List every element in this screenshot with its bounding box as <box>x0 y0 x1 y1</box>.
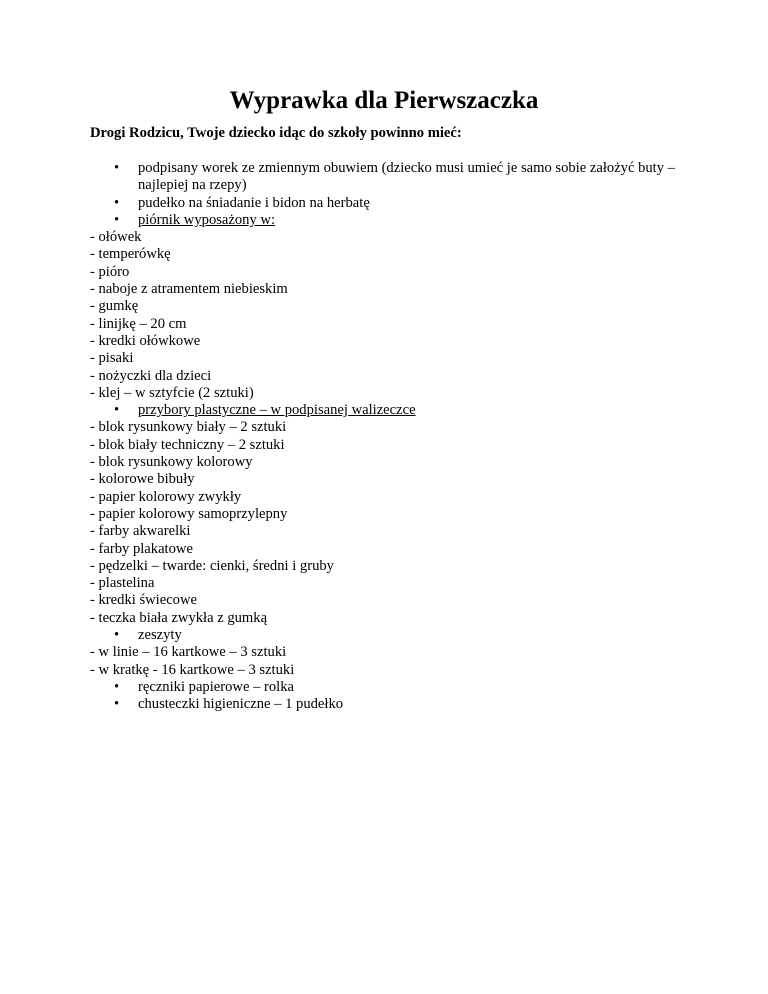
list-item-dash: - linijkę – 20 cm <box>90 315 187 332</box>
list-item-dash: - blok rysunkowy kolorowy <box>90 454 253 471</box>
list-item-dash: - blok biały techniczny – 2 sztuki <box>90 436 285 453</box>
list-item-dash: - farby plakatowe <box>90 540 193 557</box>
list-item-heading: przybory plastyczne – w podpisanej walizeczce <box>138 402 416 419</box>
list-item-dash: - teczka biała zwykła z gumką <box>90 609 268 626</box>
list-item-dash: - temperówkę <box>90 246 171 263</box>
page-title: Wyprawka dla Pierwszaczka <box>229 87 539 114</box>
list-item-dash: - pisaki <box>90 350 134 367</box>
list-item-dash: - pędzelki – twarde: cienki, średni i gruby <box>90 557 334 574</box>
list-item-dash: - kredki świecowe <box>90 592 197 609</box>
list-item-dash: - ołówek <box>90 229 142 246</box>
list-item-dash: - w kratkę - 16 kartkowe – 3 sztuki <box>90 661 295 678</box>
list-item-dash: - papier kolorowy samoprzylepny <box>90 505 288 522</box>
list-item-dash: - nożyczki dla dzieci <box>90 367 212 384</box>
list-item-bullet: • zeszyty <box>90 627 690 644</box>
list-item-dash: - plastelina <box>90 575 155 592</box>
list-item-heading: piórnik wyposażony w: <box>138 211 276 228</box>
list-item-dash: - kolorowe bibuły <box>90 471 195 488</box>
list-item-dash: - blok rysunkowy biały – 2 sztuki <box>90 419 287 436</box>
list-item-bullet <box>90 402 690 419</box>
list-item-dash: - naboje z atramentem niebieskim <box>90 281 288 298</box>
list-item-dash: - farby akwarelki <box>90 523 191 540</box>
list-item-dash: - gumkę <box>90 298 139 315</box>
list-item-bullet: • ręczniki papierowe – rolka <box>90 679 690 696</box>
list-item-bullet: • pudełko na śniadanie i bidon na herbatę <box>90 195 690 212</box>
list-item-bullet <box>90 212 690 229</box>
intro-text: Drogi Rodzicu, Twoje dziecko idąc do szkoły powinno mieć: <box>90 125 462 141</box>
list-item-dash: - w linie – 16 kartkowe – 3 sztuki <box>90 644 287 661</box>
list-item-bullet: • chusteczki higieniczne – 1 pudełko <box>90 696 690 713</box>
supply-list <box>90 160 690 714</box>
list-item-dash: - klej – w sztyfcie (2 sztuki) <box>90 384 254 401</box>
list-item-dash: - papier kolorowy zwykły <box>90 488 242 505</box>
list-item-dash: - kredki ołówkowe <box>90 332 201 349</box>
list-item-dash: - pióro <box>90 263 130 280</box>
list-item-bullet: • podpisany worek ze zmiennym obuwiem (dziecko musi umieć je samo sobie założyć buty – najlepiej na rzepy) <box>90 160 690 195</box>
